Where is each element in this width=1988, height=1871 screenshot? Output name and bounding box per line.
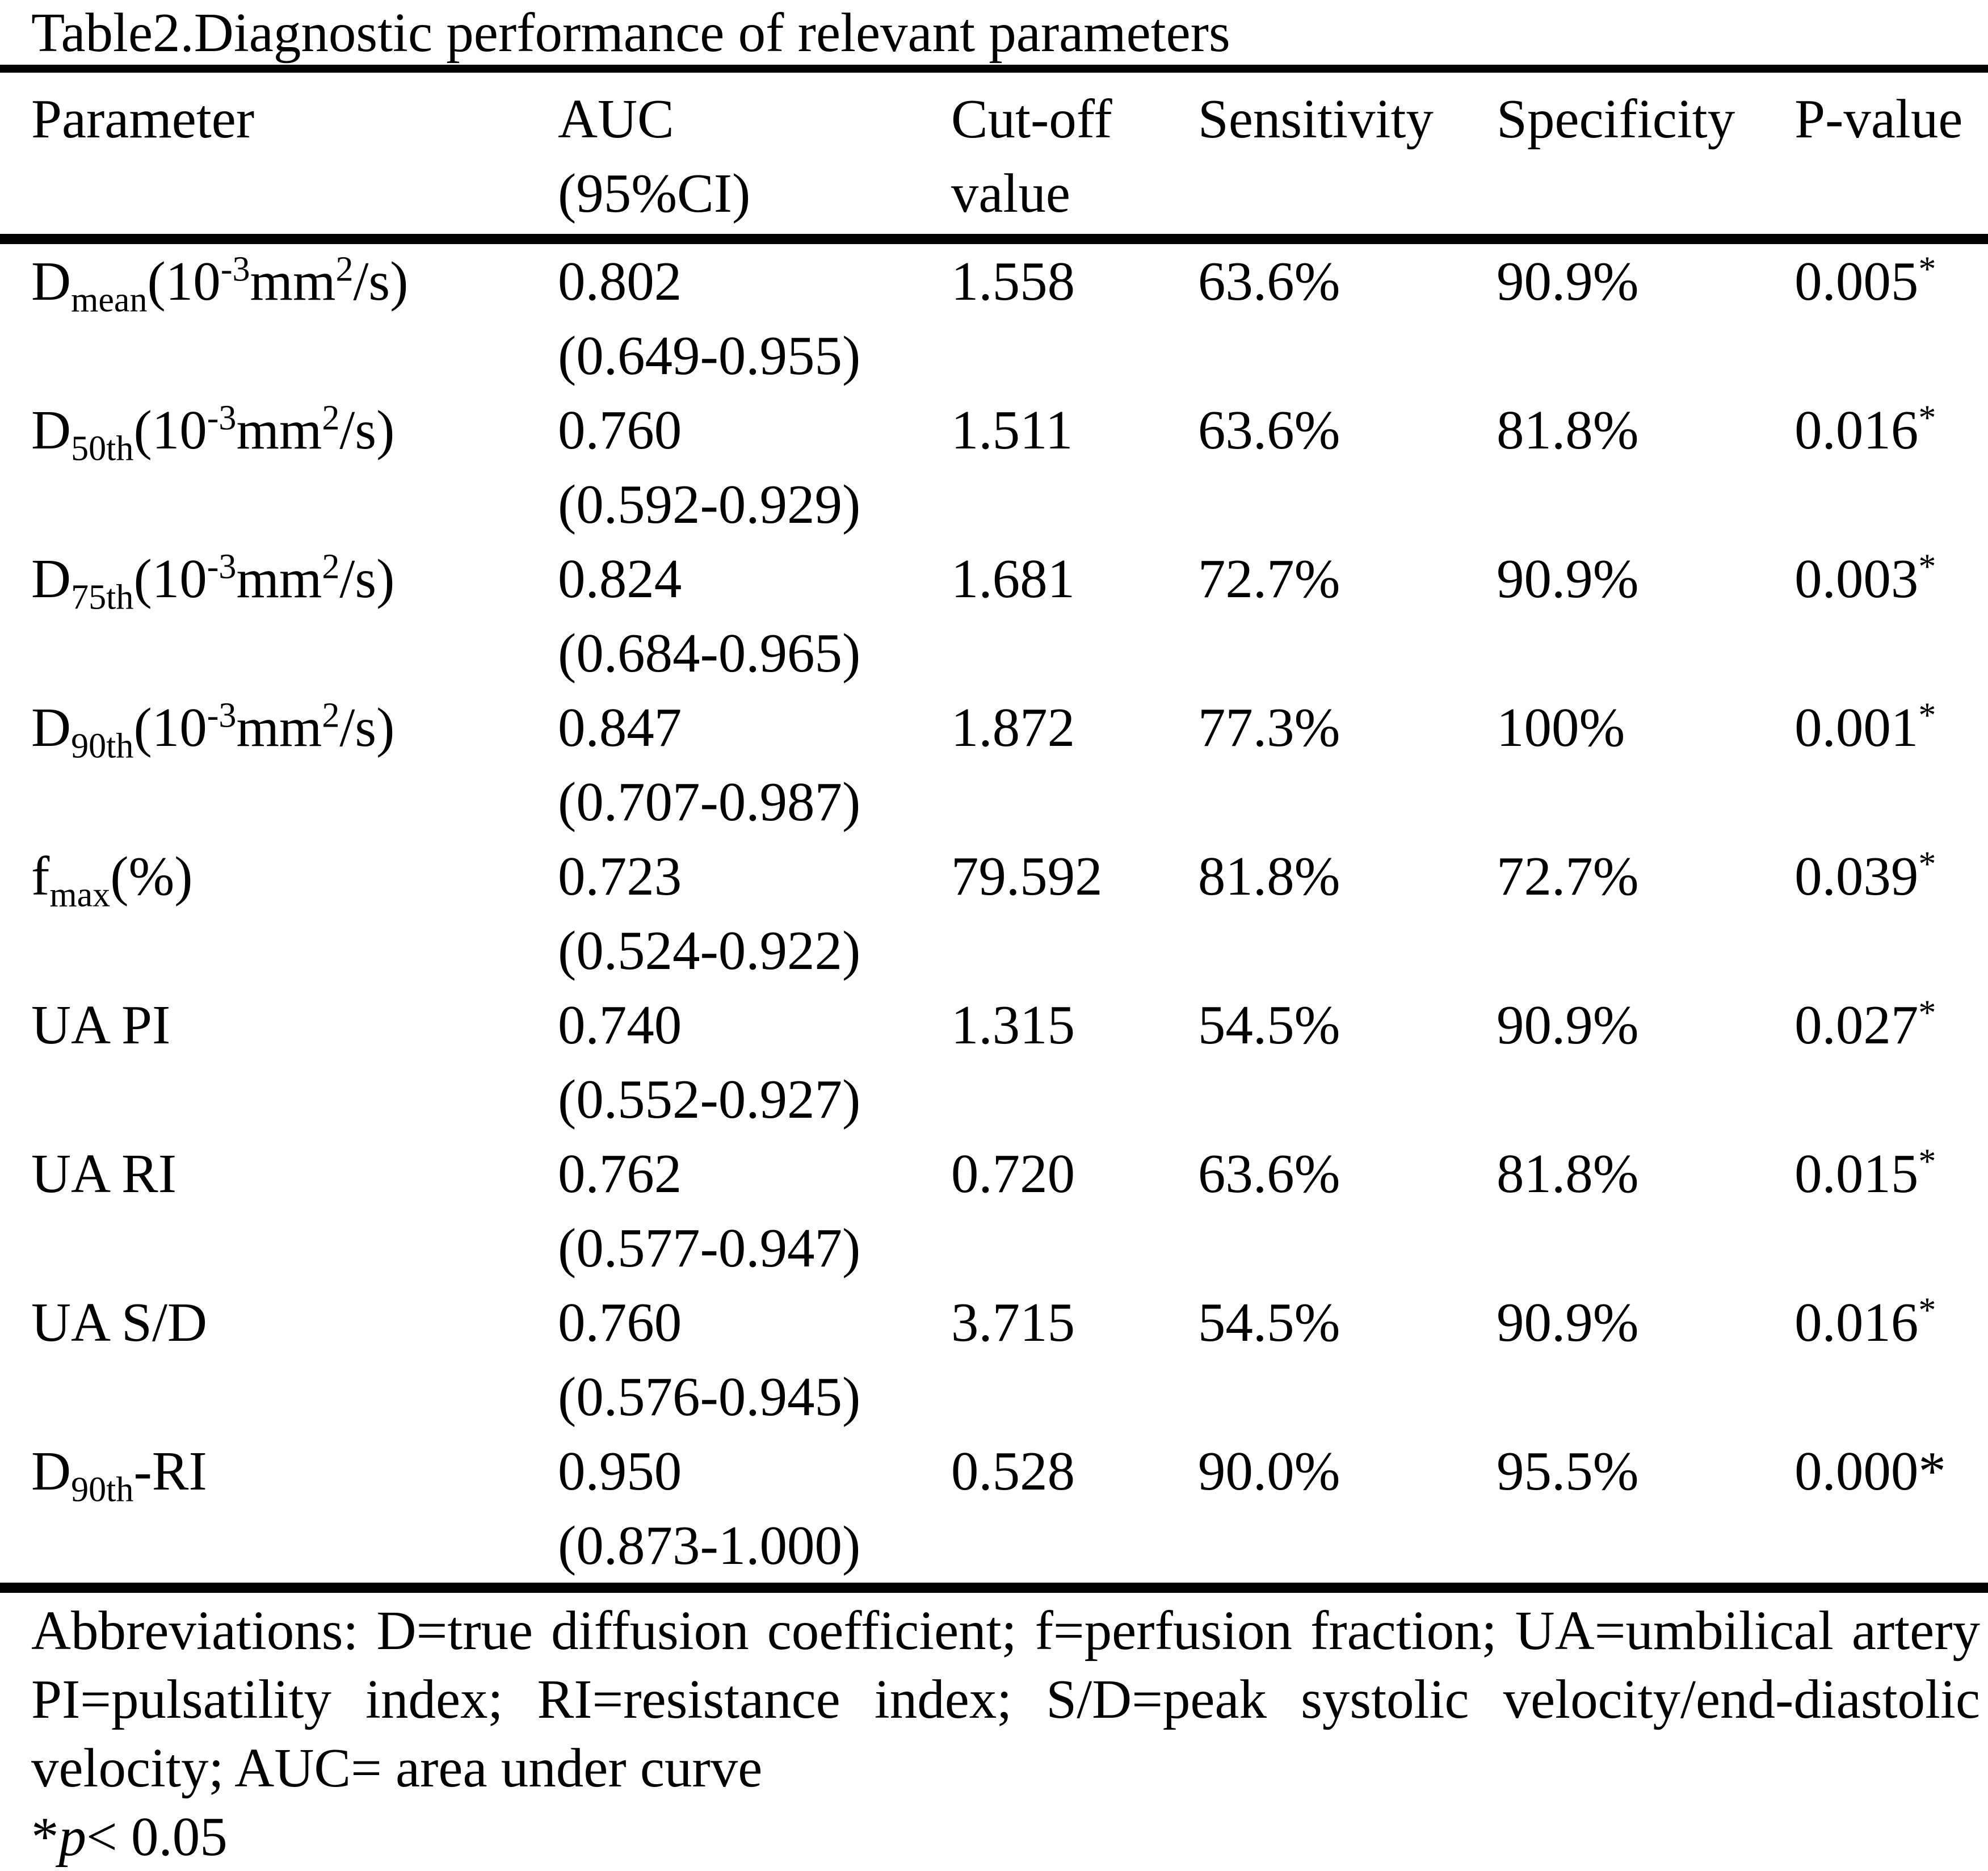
cell-cutoff: 0.528: [951, 1441, 1075, 1501]
cell-cutoff: 1.681: [951, 548, 1075, 609]
cell-sensitivity: 63.6%: [1197, 251, 1340, 312]
column-header-sensitivity: Sensitivity: [1197, 89, 1434, 149]
cell-pvalue: 0.016*: [1794, 1291, 1936, 1353]
table-row: [0, 1136, 1988, 1285]
cell-sensitivity: 81.8%: [1197, 846, 1340, 907]
cell-pvalue: 0.039*: [1794, 845, 1936, 907]
column-header-cutoff: Cut-off value: [951, 89, 1112, 224]
ci-value: (0.873-1.000): [557, 1515, 861, 1576]
cell-sensitivity: 63.6%: [1197, 400, 1340, 460]
ci-value: (0.524-0.922): [557, 920, 861, 981]
column-header-pvalue: P-value: [1794, 89, 1963, 149]
table-row: [0, 839, 1988, 988]
auc-value: 0.847: [557, 697, 682, 758]
cell-cutoff: 1.558: [951, 251, 1075, 312]
cell-auc: [558, 839, 951, 988]
cell-parameter: $D_{50th}(10^{-3}mm^2/s)$: [31, 398, 395, 468]
table-header: [0, 73, 1988, 239]
cell-auc: [558, 1285, 951, 1434]
abbreviations-block: [31, 1596, 1980, 1802]
cell-sensitivity: 77.3%: [1197, 697, 1340, 758]
cell-specificity: 100%: [1497, 697, 1625, 758]
cell-auc: [558, 1434, 951, 1588]
cell-auc: [558, 1136, 951, 1285]
cell-specificity: 81.8%: [1497, 1143, 1639, 1204]
cell-parameter: UA S/D: [31, 1292, 207, 1353]
table-row: [0, 1285, 1988, 1434]
cell-cutoff: 1.872: [951, 697, 1075, 758]
cell-specificity: 90.9%: [1497, 995, 1639, 1055]
auc-value: 0.760: [557, 1292, 682, 1353]
table-row: [0, 542, 1988, 690]
cell-auc: [558, 988, 951, 1136]
cell-specificity: 90.9%: [1497, 251, 1639, 312]
table-row: [0, 393, 1988, 542]
table-title: Table2.Diagnostic performance of relevant parameters: [0, 0, 1988, 73]
ci-value: (0.552-0.927): [557, 1069, 861, 1130]
cell-pvalue: 0.005*: [1794, 250, 1936, 312]
ci-value: (0.576-0.945): [557, 1366, 861, 1427]
auc-value: 0.824: [557, 548, 682, 609]
cell-cutoff: 1.315: [951, 995, 1075, 1055]
cell-parameter: UA PI: [31, 995, 171, 1055]
cell-pvalue: 0.027*: [1794, 993, 1936, 1055]
abbreviation-line: Abbreviations: D=true diffusion coefficient; f=perfusion fraction; UA=umbilical artery: [31, 1600, 1980, 1661]
column-header-auc: AUC (95%CI): [557, 89, 751, 224]
ci-value: (0.577-0.947): [557, 1218, 861, 1278]
cell-cutoff: 1.511: [951, 400, 1073, 460]
auc-value: 0.762: [557, 1143, 682, 1204]
cell-parameter: $D_{90th}(10^{-3}mm^2/s)$: [31, 696, 395, 766]
abbreviation-line: PI=pulsatility index; RI=resistance index; S/D=peak systolic velocity/end-diastolic: [31, 1669, 1980, 1730]
cell-cutoff: 3.715: [951, 1292, 1075, 1353]
diagnostic-performance-table: [0, 73, 1988, 1593]
cell-parameter: $f_{max}(\%)$: [31, 846, 193, 914]
cell-specificity: 90.9%: [1497, 548, 1639, 609]
cell-sensitivity: 72.7%: [1197, 548, 1340, 609]
cell-pvalue: 0.001*: [1794, 696, 1936, 758]
cell-pvalue: 0.016*: [1794, 398, 1936, 460]
auc-value: 0.802: [557, 251, 682, 312]
cell-auc: [558, 542, 951, 690]
cell-sensitivity: 63.6%: [1197, 1143, 1340, 1204]
column-header-parameter: Parameter: [31, 89, 255, 149]
auc-value: 0.760: [557, 400, 682, 460]
cell-specificity: 81.8%: [1497, 400, 1639, 460]
cell-specificity: 72.7%: [1497, 846, 1639, 907]
cell-parameter: $D_{75th}(10^{-3}mm^2/s)$: [31, 547, 395, 617]
table-row: [0, 239, 1988, 393]
cell-auc: [558, 393, 951, 542]
cell-auc: [558, 239, 951, 393]
ci-value: (0.684-0.965): [557, 623, 861, 683]
table-body: [0, 239, 1988, 1588]
cell-parameter: $D_{mean}(10^{-3}mm^2/s)$: [31, 250, 409, 320]
auc-value: 0.740: [557, 995, 682, 1055]
cell-sensitivity: 54.5%: [1197, 1292, 1340, 1353]
cell-specificity: 90.9%: [1497, 1292, 1639, 1353]
ci-value: (0.649-0.955): [557, 325, 861, 386]
table-footnotes: [0, 1593, 1988, 1871]
cell-parameter: $D_{90th}-RI$: [31, 1441, 207, 1509]
significance-note: *p< 0.05: [31, 1806, 228, 1867]
cell-cutoff: 79.592: [951, 846, 1103, 907]
cell-pvalue: 0.003*: [1794, 547, 1936, 609]
table-row: [0, 1434, 1988, 1588]
abbreviation-line: velocity; AUC= area under curve: [31, 1738, 763, 1798]
cell-sensitivity: 90.0%: [1197, 1441, 1340, 1501]
cell-cutoff: 0.720: [951, 1143, 1075, 1204]
table-row: [0, 690, 1988, 839]
ci-value: (0.592-0.929): [557, 474, 861, 535]
cell-pvalue: 0.015*: [1794, 1142, 1936, 1204]
auc-value: 0.723: [557, 846, 682, 907]
ci-value: (0.707-0.987): [557, 771, 861, 832]
cell-sensitivity: 54.5%: [1197, 995, 1340, 1055]
cell-pvalue: 0.000*: [1794, 1441, 1946, 1501]
cell-specificity: 95.5%: [1497, 1441, 1639, 1501]
header-row: [0, 73, 1988, 239]
table-row: [0, 988, 1988, 1136]
auc-value: 0.950: [557, 1441, 682, 1501]
cell-parameter: UA RI: [31, 1143, 176, 1204]
column-header-specificity: Specificity: [1497, 89, 1735, 149]
cell-auc: [558, 690, 951, 839]
